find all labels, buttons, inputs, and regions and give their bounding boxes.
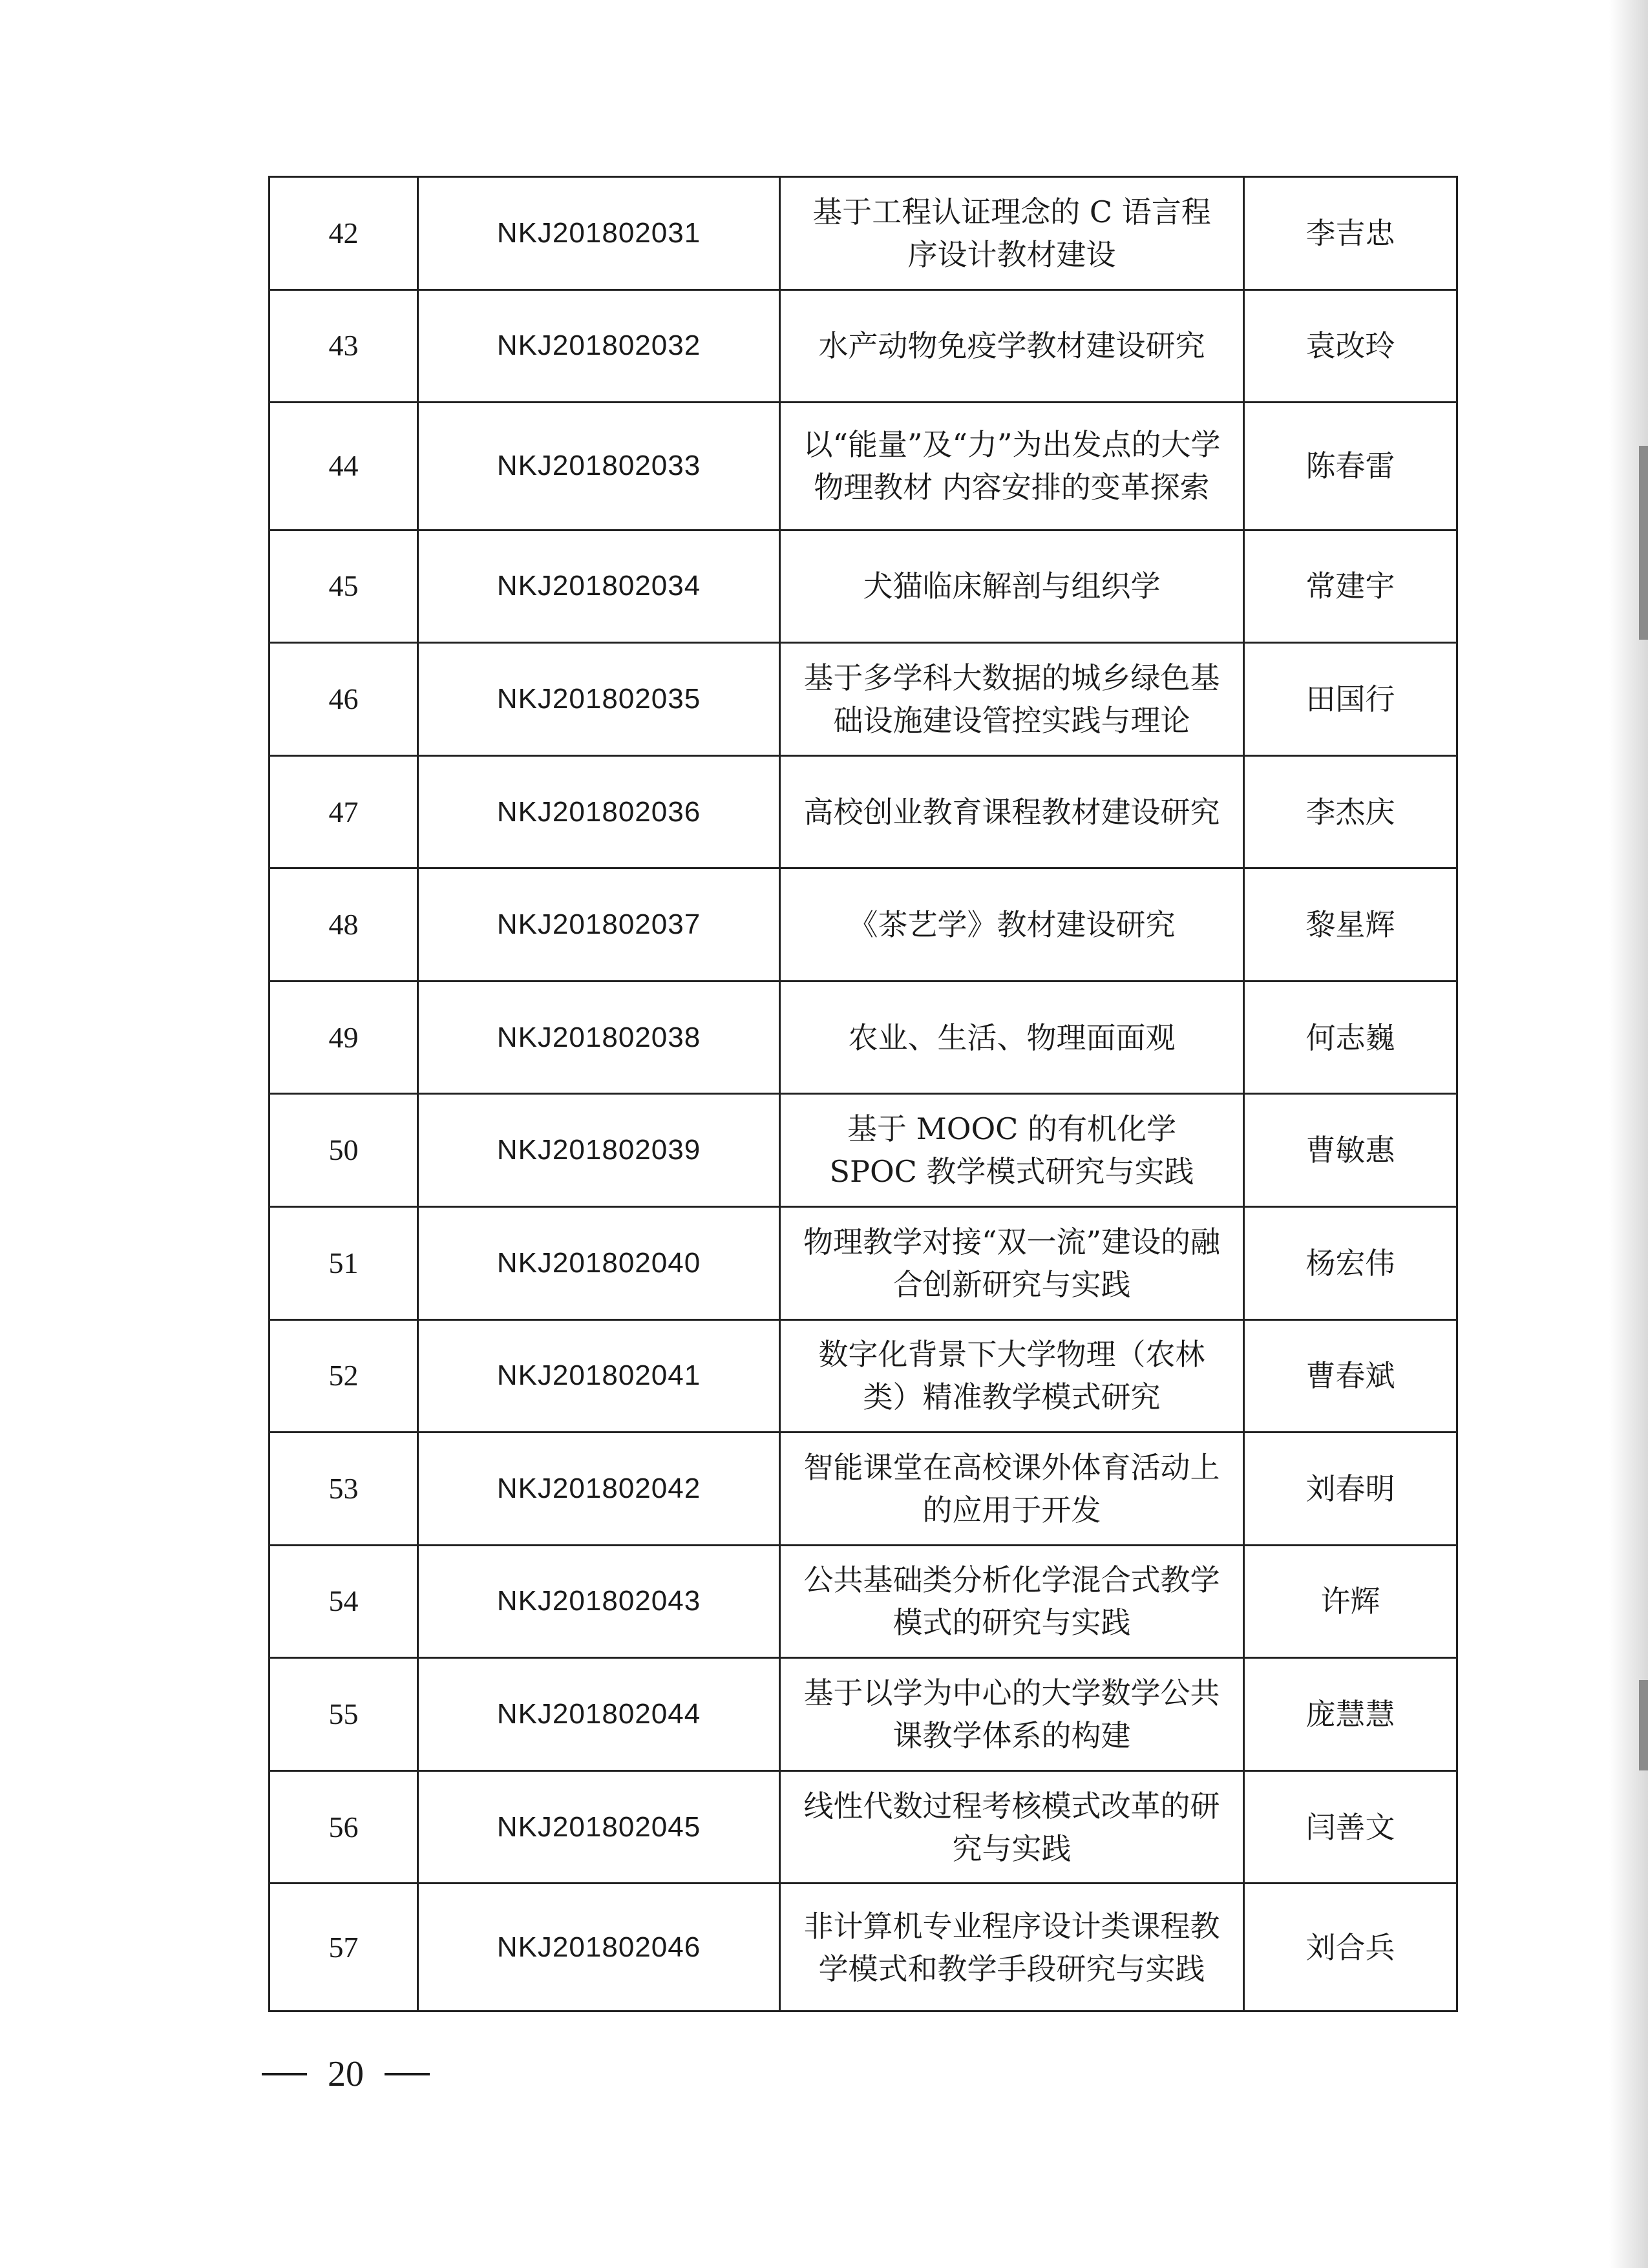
project-title: 非计算机专业程序设计类课程教学模式和教学手段研究与实践 [780, 1884, 1244, 2011]
right-dash [385, 2073, 430, 2075]
project-code: NKJ201802032 [418, 289, 780, 403]
project-leader: 黎星辉 [1244, 868, 1457, 982]
project-code: NKJ201802038 [418, 981, 780, 1094]
page-number: 20 [328, 2054, 364, 2094]
project-leader: 陈春雷 [1244, 403, 1457, 530]
row-number: 47 [269, 755, 418, 868]
table-row [269, 1433, 1457, 1546]
project-leader: 杨宏伟 [1244, 1207, 1457, 1320]
project-leader: 刘春明 [1244, 1433, 1457, 1546]
project-code: NKJ201802045 [418, 1770, 780, 1884]
row-number: 44 [269, 403, 418, 530]
project-code: NKJ201802041 [418, 1319, 780, 1433]
project-code: NKJ201802043 [418, 1545, 780, 1658]
project-leader: 何志巍 [1244, 981, 1457, 1094]
page-footer [262, 2048, 430, 2100]
project-title: 高校创业教育课程教材建设研究 [780, 755, 1244, 868]
table-row [269, 1658, 1457, 1771]
left-dash [262, 2073, 307, 2075]
row-number: 49 [269, 981, 418, 1094]
row-number: 42 [269, 177, 418, 290]
project-table-body [269, 177, 1457, 2011]
table-row [269, 1207, 1457, 1320]
scan-edge-mark [1639, 446, 1648, 640]
scan-edge-mark [1639, 1680, 1648, 1770]
project-leader: 闫善文 [1244, 1770, 1457, 1884]
row-number: 56 [269, 1770, 418, 1884]
row-number: 57 [269, 1884, 418, 2011]
table-row [269, 643, 1457, 756]
table-row [269, 1319, 1457, 1433]
row-number: 46 [269, 643, 418, 756]
project-title: 基于工程认证理念的 C 语言程序设计教材建设 [780, 177, 1244, 290]
row-number: 50 [269, 1094, 418, 1207]
project-code: NKJ201802033 [418, 403, 780, 530]
project-leader: 曹春斌 [1244, 1319, 1457, 1433]
project-code: NKJ201802040 [418, 1207, 780, 1320]
project-code: NKJ201802031 [418, 177, 780, 290]
table-row [269, 1884, 1457, 2011]
table-row [269, 1094, 1457, 1207]
row-number: 48 [269, 868, 418, 982]
project-code: NKJ201802042 [418, 1433, 780, 1546]
project-code: NKJ201802039 [418, 1094, 780, 1207]
project-leader: 许辉 [1244, 1545, 1457, 1658]
project-title: 数字化背景下大学物理（农林类）精准教学模式研究 [780, 1319, 1244, 1433]
row-number: 51 [269, 1207, 418, 1320]
project-title: 基于 MOOC 的有机化学 SPOC 教学模式研究与实践 [780, 1094, 1244, 1207]
project-code: NKJ201802034 [418, 530, 780, 643]
scan-page-edge [1609, 0, 1648, 2268]
project-code: NKJ201802036 [418, 755, 780, 868]
project-leader: 李杰庆 [1244, 755, 1457, 868]
project-leader: 李吉忠 [1244, 177, 1457, 290]
row-number: 53 [269, 1433, 418, 1546]
project-code: NKJ201802037 [418, 868, 780, 982]
project-title: 以“能量”及“力”为出发点的大学物理教材 内容安排的变革探索 [780, 403, 1244, 530]
project-leader: 曹敏惠 [1244, 1094, 1457, 1207]
row-number: 43 [269, 289, 418, 403]
project-leader: 常建宇 [1244, 530, 1457, 643]
project-leader: 庞慧慧 [1244, 1658, 1457, 1771]
row-number: 54 [269, 1545, 418, 1658]
project-code: NKJ201802044 [418, 1658, 780, 1771]
project-table [268, 176, 1458, 2012]
table-row [269, 1545, 1457, 1658]
table-row [269, 981, 1457, 1094]
table-row [269, 1770, 1457, 1884]
table-row [269, 289, 1457, 403]
project-title: 基于多学科大数据的城乡绿色基础设施建设管控实践与理论 [780, 643, 1244, 756]
project-title: 基于以学为中心的大学数学公共课教学体系的构建 [780, 1658, 1244, 1771]
project-title: 农业、生活、物理面面观 [780, 981, 1244, 1094]
row-number: 52 [269, 1319, 418, 1433]
table-row [269, 868, 1457, 982]
project-title: 线性代数过程考核模式改革的研究与实践 [780, 1770, 1244, 1884]
project-code: NKJ201802046 [418, 1884, 780, 2011]
project-leader: 刘合兵 [1244, 1884, 1457, 2011]
project-title: 《茶艺学》教材建设研究 [780, 868, 1244, 982]
table-row [269, 530, 1457, 643]
project-title: 犬猫临床解剖与组织学 [780, 530, 1244, 643]
project-leader: 田国行 [1244, 643, 1457, 756]
row-number: 45 [269, 530, 418, 643]
project-title: 公共基础类分析化学混合式教学模式的研究与实践 [780, 1545, 1244, 1658]
row-number: 55 [269, 1658, 418, 1771]
project-title: 水产动物免疫学教材建设研究 [780, 289, 1244, 403]
project-title: 智能课堂在高校课外体育活动上的应用于开发 [780, 1433, 1244, 1546]
project-title: 物理教学对接“双一流”建设的融合创新研究与实践 [780, 1207, 1244, 1320]
table-row [269, 403, 1457, 530]
project-leader: 袁改玲 [1244, 289, 1457, 403]
table-row [269, 177, 1457, 290]
table-row [269, 755, 1457, 868]
project-code: NKJ201802035 [418, 643, 780, 756]
